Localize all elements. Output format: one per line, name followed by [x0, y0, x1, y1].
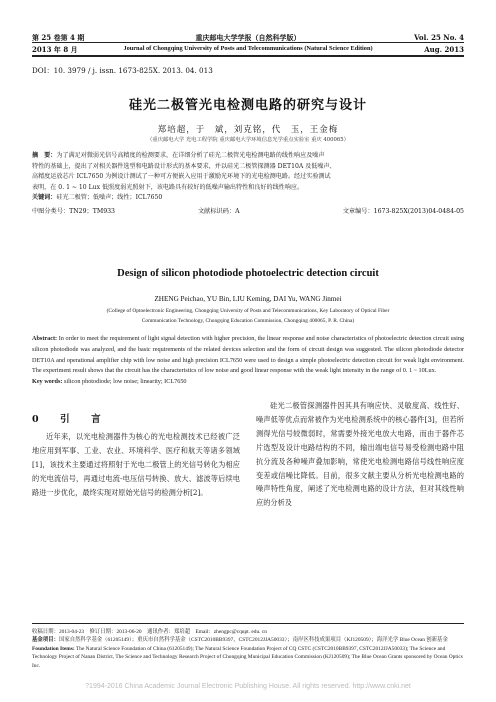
article-number: 文章编号：1673-825X(2013)04-0484-05 [342, 208, 464, 215]
header-rule-bottom [32, 55, 464, 57]
abstract-en-label: Abstract: [32, 335, 58, 342]
abstract-en-text: In order to meet the requirement of light signal detection with higher precision, the linear response and noise characteristics of photoelectric detection circuit using silicon photodiode was analyzed, and the basic requirements of the related devices selection and the form of circuit design was suggested. The silicon photodiode detector DET10A and operational amplifier chip with low noise and high precision ICL7650 were used to design a simple photoelectric detection circuit for weak light environment. The experiment result shows that the circuit has the characteristics of low noise and good linear response with the weak light intensity in the range of 0. 1 ~ 10Lux. [32, 335, 465, 375]
abstract-cn-line-2: 特性的基础上，提出了对相关器件选型和电路设计形式的基本要求，并以硅光二极管探测器 DET10A 及低噪声、 [32, 162, 336, 170]
header-rule-top [32, 42, 464, 43]
abstract-cn-line-4: 表明，在 0. 1 ~ 10 Lux 低照度弱光照射下，该电路具有较好的低噪声输出特性和良好的线性响应。 [32, 183, 304, 191]
authors-cn: 郑培超，于 斌，刘克铭，代 玉，王金梅 [157, 125, 339, 135]
affiliation-cn: （重庆邮电大学 光电工程学院 重庆邮电大学环境信息光学重点实验室 重庆 400065） [147, 137, 349, 143]
affiliation-en-line-2: Communication Technology, Chongqing Education Commission, Chongqing 400065, P. R. China) [141, 317, 355, 324]
title-en: Design of silicon photodiode photoelectric detection circuit [117, 268, 379, 279]
clc-number: 中图分类号：TN29；TM933 [32, 208, 115, 215]
header-volume-en: Vol. 25 No. 4 [414, 33, 464, 42]
header-journal-en: Journal of Chongqing University of Posts and Telecommunications (Natural Science Edition) [123, 45, 373, 52]
doi[interactable]: DOI：10. 3979 / j. issn. 1673-825X. 2013. 04. 013 [32, 66, 213, 75]
abstract-cn-line-1: 摘 要：为了满足对微弱光信号高精度的检测要求，在详细分析了硅光二极管光电检测电路的线性响应及噪声 [32, 152, 325, 159]
affiliation-en [60, 307, 436, 326]
authors-en: ZHENG Peichao, YU Bin, LIU Keming, DAI Yu, WANG Jinmei [154, 295, 342, 303]
abstract-cn [32, 151, 464, 204]
title-cn: 硅光二极管光电检测电路的研究与设计 [128, 98, 367, 113]
copyright-line: ?1994-2016 China Academic Journal Electronic Publishing House. All rights reserved. http://www.cnki.net [85, 683, 411, 690]
header-volume: 第 25 卷第 4 期 [32, 33, 85, 42]
section-heading: 0 引 言 [32, 414, 107, 425]
affiliation-en-line-1: (College of Optoelectronic Engineering, Chongqing University of Posts and Telecommunications, Key Laboratory of Optical Fiber [106, 308, 390, 314]
intro-left-column: 近年来，以光电检测器件为核心的光电检测技术已经被广泛地应用到军事、工业、农业、环境科学、医疗和航天等诸多领域[1]，该技术主要通过将照射于光电二极管上的光信号转化为相应的光电流信号，再通过电流-电压信号转换、放大、滤波等后续电路进一步优化，最终实现对原始光信号的检测分析[2]。 [32, 432, 240, 497]
header-date: 2013 年 8 月 [32, 45, 78, 54]
footnote-fund-cn-label: 基金项目： [32, 637, 59, 644]
abstract-en [32, 334, 464, 388]
abstract-cn-label: 摘 要： [32, 152, 57, 159]
keywords-cn-label: 关键词： [32, 194, 57, 202]
footnotes [32, 628, 464, 670]
footnote-rule [32, 623, 464, 624]
header-journal-cn: 重庆邮电大学学报（自然科学版） [195, 33, 301, 42]
footnote-fund-cn: 基金项目：国家自然科学基金（61205149）；重庆市自然科学基金（CSTC2010BB9397，CSTC2012JJA50033）；南岸区科技成果项目（KJ120509）；海洋光学 Blue Ocean 创新基金 [32, 637, 448, 644]
footnote-dates: 收稿日期：2013-04-23 修订日期：2013-06-20 通讯作者：郑培超 Email：zhengpc@cqupt. edu. cn [32, 629, 267, 635]
keywords-en-label: Key words: [32, 378, 63, 386]
footnote-fund-en: Foundation Items: The Natural Science Foundation of China (61205149); The Natural Science Foundation Project of CQ CSTC (CSTC2010BB9397, CSTC2012JJA50033); The Science and Technology Project of Nanan District, The Science and Technology Research Project of Chongqing Municipal Education Commission (KJ120509); The Blue Ocean Grants sponsored by Ocean Optics Inc. [32, 645, 463, 669]
header-date-en: Aug. 2013 [424, 45, 464, 54]
document-code: 文献标识码：A [198, 208, 240, 215]
abstract-cn-line-3: 高精度运放芯片 ICL7650 为例设计测试了一种可方便嵌入应用于激励光环境下的光电检测电路。经过实验测试 [32, 173, 331, 181]
keywords-en: Key words: silicon photodiode; low noise; linearity; ICL7650 [32, 378, 187, 386]
keywords-cn: 关键词：硅光二极管；低噪声；线性；ICL7650 [32, 194, 163, 202]
footnote-fund-en-label: Foundation Items: [32, 645, 75, 652]
intro-right-column: 硅光二极管探测器件因其具有响应快、灵敏度高、线性好、噪声低等优点而常被作为光电检测系统中的核心器件[3]，但若所测得光信号较微弱时，常需要外接光电放大电路，而由于器件芯片选型及设计电路结构的不同，输出端电信号易受检测电路中阻抗分流及各种噪声叠加影响，常使光电检测电路信号线性响应度变差或信噪比降低。目前，很多文献主要从分析光电检测电路的噪声特性角度，阐述了光电检测电路的设计方法，但对其线性响应的分析及 [256, 401, 464, 508]
